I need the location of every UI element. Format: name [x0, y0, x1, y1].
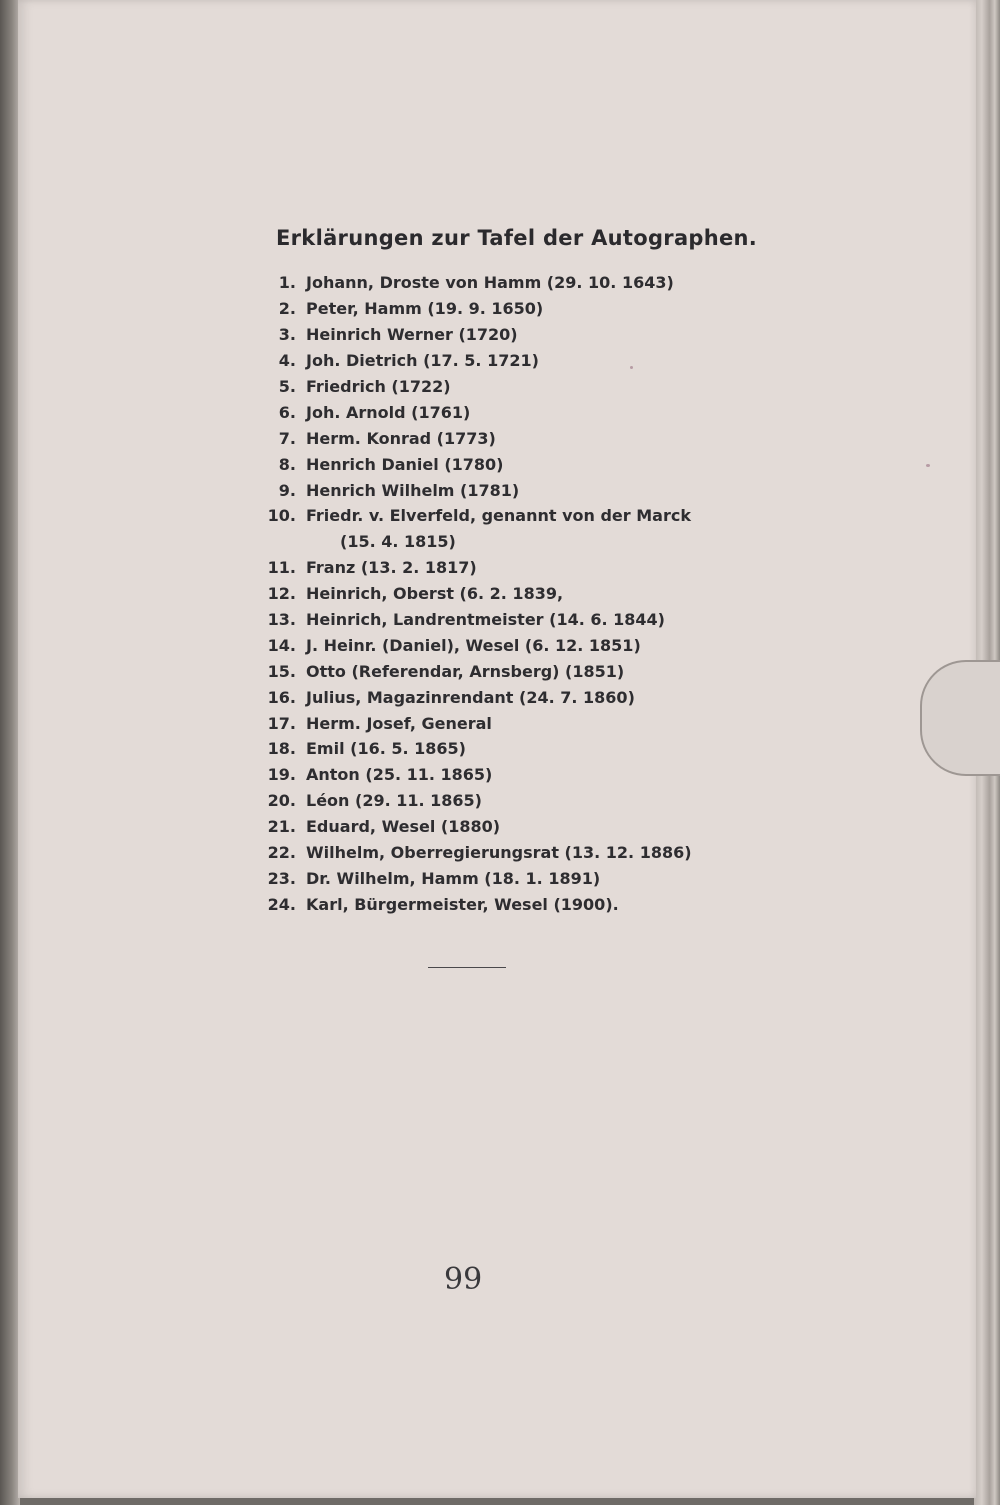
paper-speck [926, 464, 930, 467]
entry-number: 21. [267, 817, 296, 837]
entry-number: 17. [267, 713, 296, 733]
list-item [258, 788, 692, 814]
entry-number: 9. [278, 480, 296, 500]
entry-text: Heinrich Werner (1720) [306, 325, 518, 345]
list-item-continuation [258, 529, 692, 555]
page-title: Erklärungen zur Tafel der Autographen. [276, 226, 758, 250]
list-item [258, 555, 692, 581]
entry-number: 22. [267, 843, 296, 863]
list-item [258, 477, 692, 503]
entry-number: 15. [267, 661, 296, 681]
entry-number: 8. [278, 454, 296, 474]
entry-number: 18. [267, 739, 296, 759]
entry-text: (15. 4. 1815) [340, 532, 456, 552]
entry-text: Dr. Wilhelm, Hamm (18. 1. 1891) [306, 868, 601, 888]
entry-number: 1. [278, 273, 296, 293]
list-item [258, 891, 692, 917]
entry-number: 7. [278, 428, 296, 448]
entry-text: Karl, Bürgermeister, Wesel (1900). [306, 894, 619, 914]
paper-clip-tab [920, 660, 1000, 776]
list-item [258, 425, 692, 451]
entry-text: Anton (25. 11. 1865) [306, 765, 493, 785]
entry-number: 20. [267, 791, 296, 811]
list-item [258, 736, 692, 762]
entry-text: Johann, Droste von Hamm (29. 10. 1643) [306, 273, 674, 293]
paper-speck [630, 366, 633, 369]
list-item [258, 581, 692, 607]
entry-text: Joh. Arnold (1761) [306, 402, 471, 422]
entry-text: Eduard, Wesel (1880) [306, 817, 501, 837]
entry-number: 10. [267, 506, 296, 526]
entry-text: Friedrich (1722) [306, 377, 451, 396]
entry-text: J. Heinr. (Daniel), Wesel (6. 12. 1851) [306, 635, 641, 655]
list-item [258, 840, 692, 866]
entry-text: Wilhelm, Oberregierungsrat (13. 12. 1886) [306, 843, 692, 863]
entry-text: Heinrich, Landrentmeister (14. 6. 1844) [306, 610, 665, 630]
entry-text: Emil (16. 5. 1865) [306, 739, 466, 759]
entry-text: Franz (13. 2. 1817) [306, 558, 477, 578]
list-item [258, 451, 692, 477]
entry-number: 5. [278, 377, 296, 396]
entry-number: 4. [278, 351, 296, 371]
entry-number: 12. [267, 584, 296, 604]
list-item [258, 296, 692, 322]
list-item [258, 710, 692, 736]
entry-text: Henrich Daniel (1780) [306, 454, 504, 474]
entry-text: Joh. Dietrich (17. 5. 1721) [306, 351, 539, 371]
list-item [258, 399, 692, 425]
entry-text: Friedr. v. Elverfeld, genannt von der Marck [306, 506, 691, 526]
book-spine [0, 0, 20, 1505]
list-item [258, 632, 692, 658]
list-item [258, 503, 692, 529]
entry-number: 19. [267, 765, 296, 785]
list-item [258, 814, 692, 840]
list-item [258, 322, 692, 348]
entry-number: 6. [278, 402, 296, 422]
divider-rule [428, 967, 506, 968]
page-number: 99 [444, 1262, 483, 1297]
entry-text: Julius, Magazinrendant (24. 7. 1860) [306, 687, 635, 707]
entry-text: Herm. Konrad (1773) [306, 428, 496, 448]
list-item [258, 348, 692, 374]
list-item [258, 374, 692, 400]
list-item [258, 684, 692, 710]
entry-number: 13. [267, 610, 296, 630]
entry-text: Otto (Referendar, Arnsberg) (1851) [306, 661, 625, 681]
entry-text: Herm. Josef, General [306, 713, 492, 733]
book-page [18, 0, 976, 1498]
entry-number: 2. [278, 299, 296, 319]
list-item [258, 865, 692, 891]
list-item [258, 762, 692, 788]
entry-number: 14. [267, 635, 296, 655]
entry-number: 16. [267, 687, 296, 707]
list-item [258, 658, 692, 684]
entry-number: 3. [278, 325, 296, 345]
entry-number: 11. [267, 558, 296, 578]
autograph-list [258, 270, 692, 917]
entry-text: Peter, Hamm (19. 9. 1650) [306, 299, 544, 319]
list-item [258, 607, 692, 633]
entry-text: Heinrich, Oberst (6. 2. 1839, [306, 584, 564, 604]
entry-number: 23. [267, 868, 296, 888]
entry-text: Henrich Wilhelm (1781) [306, 480, 520, 500]
list-item [258, 270, 692, 296]
entry-number: 24. [267, 894, 296, 914]
entry-text: Léon (29. 11. 1865) [306, 791, 482, 811]
